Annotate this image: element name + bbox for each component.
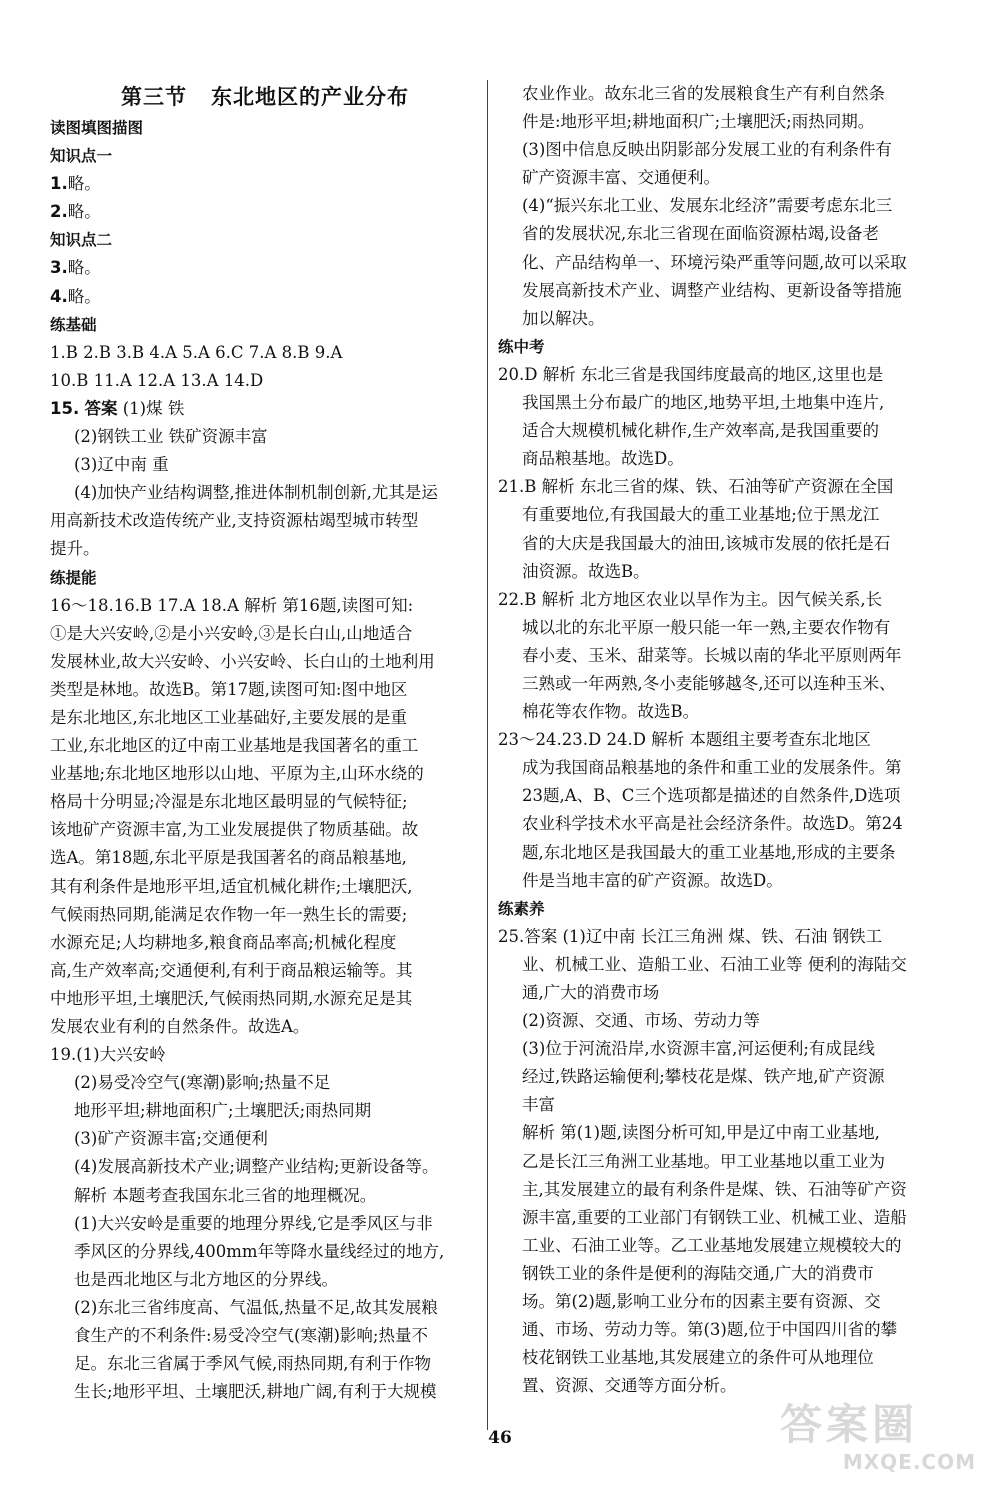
rtop-line: 发展高新技术产业、调整产业结构、更新设备等措施 xyxy=(522,280,902,300)
q20-line: 商品粮基地。故选D。 xyxy=(522,449,684,469)
q16-line: 业基地;东北地区地形以山地、平原为主,山环水绕的 xyxy=(50,764,424,784)
q19-line: (1)大兴安岭是重要的地理分界线,它是季风区与非 xyxy=(74,1213,433,1233)
q19-line: 也是西北地区与北方地区的分界线。 xyxy=(74,1269,338,1289)
q22-line: 棉花等农作物。故选B。 xyxy=(522,702,700,722)
q16-line: 该地矿产资源丰富,为工业发展提供了物质基础。故 xyxy=(50,820,419,840)
column-divider xyxy=(487,80,488,1430)
q23-line: 23题,A、B、C三个选项都是描述的自然条件,D选项 xyxy=(522,786,901,806)
heading-basic: 练基础 xyxy=(50,315,97,334)
q23-line: 23～24.23.D 24.D 解析 本题组主要考查东北地区 xyxy=(498,730,871,750)
q25-line: 场。第(2)题,影响工业分布的因素主要有资源、交 xyxy=(522,1292,881,1312)
heading-knowledge-1: 知识点一 xyxy=(50,147,113,166)
mcq-answers-row-2: 10.B 11.A 12.A 13.A 14.D xyxy=(50,370,264,390)
q16-line: 发展农业有利的自然条件。故选A。 xyxy=(50,1017,310,1036)
q16-line: 类型是林地。故选B。第17题,读图可知:图中地区 xyxy=(50,679,408,699)
left-column xyxy=(50,80,480,1406)
q23-line: 件是当地丰富的矿产资源。故选D。 xyxy=(522,870,783,890)
q23-line: 农业科学技术水平高是社会经济条件。故选D。第24 xyxy=(522,814,903,834)
answer-1: 1.略。 xyxy=(50,174,101,194)
q19-block xyxy=(50,1041,480,1406)
q16-line: 其有利条件是地形平坦,适宜机械化耕作;土壤肥沃, xyxy=(50,876,413,896)
q25-line: 乙是长江三角洲工业基地。甲工业基地以重工业为 xyxy=(522,1151,885,1171)
q15-line: (3)辽中南 重 xyxy=(74,455,169,475)
q19-line: 足。东北三省属于季风气候,雨热同期,有利于作物 xyxy=(74,1354,431,1374)
q22-line: 城以北的东北平原一般只能一年一熟,主要农作物有 xyxy=(522,617,891,637)
q25-line: 通,广大的消费市场 xyxy=(522,983,660,1002)
watermark-logo xyxy=(780,1400,990,1495)
rtop-line: 省的发展状况,东北三省现在面临资源枯竭,设备老 xyxy=(522,224,879,244)
q20-line: 20.D 解析 东北三省是我国纬度最高的地区,这里也是 xyxy=(498,364,884,384)
answer-4: 4.略。 xyxy=(50,286,101,306)
q25-line: 经过,铁路运输便利;攀枝花是煤、铁产地,矿产资源 xyxy=(522,1067,885,1087)
q23-24-block xyxy=(498,726,936,895)
q16-line: 中地形平坦,土壤肥沃,气候雨热同期,水源充足是其 xyxy=(50,988,413,1008)
q16-line: 气候雨热同期,能满足农作物一年一熟生长的需要; xyxy=(50,904,408,924)
section-number: 第三节 xyxy=(121,85,187,109)
heading-read-map: 读图填图描图 xyxy=(50,119,144,137)
q25-line: 通、市场、劳动力等。第(3)题,位于中国四川省的攀 xyxy=(522,1320,898,1340)
right-column xyxy=(498,80,936,1400)
q16-line: 选A。第18题,东北平原是我国著名的商品粮基地, xyxy=(50,848,407,868)
q19-line: (2)易受冷空气(寒潮)影响;热量不足 xyxy=(74,1073,331,1093)
heading-knowledge-2: 知识点二 xyxy=(50,231,113,250)
q23-line: 成为我国商品粮基地的条件和重工业的发展条件。第 xyxy=(522,758,902,778)
q20-line: 我国黑土分布最广的地区,地势平坦,土地集中连片, xyxy=(522,393,885,413)
q21-block xyxy=(498,473,936,585)
q20-line: 适合大规模机械化耕作,生产效率高,是我国重要的 xyxy=(522,421,879,441)
section-title xyxy=(50,80,480,114)
q22-block xyxy=(498,586,936,726)
q19-line: 生长;地形平坦、土壤肥沃,耕地广阔,有利于大规模 xyxy=(74,1382,437,1402)
q21-line: 省的大庆是我国最大的油田,该城市发展的依托是石 xyxy=(522,533,891,553)
q16-18-block xyxy=(50,592,480,1042)
q25-line: 解析 第(1)题,读图分析可知,甲是辽中南工业基地, xyxy=(522,1123,880,1143)
q15-line: (4)加快产业结构调整,推进体制机制创新,尤其是运 xyxy=(74,483,438,503)
q19-line: (4)发展高新技术产业;调整产业结构;更新设备等。 xyxy=(74,1157,439,1177)
q19-continued-block xyxy=(498,80,936,333)
page-number: 46 xyxy=(488,1428,512,1448)
rtop-line: 件是:地形平坦;耕地面积广;土壤肥沃;雨热同期。 xyxy=(522,112,875,132)
rtop-line: 农业作业。故东北三省的发展粮食生产有利自然条 xyxy=(522,84,885,103)
q25-line: (2)资源、交通、市场、劳动力等 xyxy=(522,1011,760,1031)
q22-line: 三熟或一年两熟,冬小麦能够越冬,还可以连种玉米、 xyxy=(522,673,896,693)
q19-line: 食生产的不利条件:易受冷空气(寒潮)影响;热量不 xyxy=(74,1326,428,1346)
answer-2: 2.略。 xyxy=(50,202,101,222)
q15-line: (2)钢铁工业 铁矿资源丰富 xyxy=(74,427,268,447)
q21-line: 21.B 解析 东北三省的煤、铁、石油等矿产资源在全国 xyxy=(498,477,894,497)
heading-literacy: 练素养 xyxy=(498,899,545,918)
q25-line: 工业、石油工业等。乙工业基地发展建立规模较大的 xyxy=(522,1235,902,1255)
q19-line: (2)东北三省纬度高、气温低,热量不足,故其发展粮 xyxy=(74,1297,438,1317)
q22-line: 春小麦、玉米、甜菜等。长城以南的华北平原则两年 xyxy=(522,645,902,665)
q16-line: 高,生产效率高;交通便利,有利于商品粮运输等。其 xyxy=(50,960,413,980)
q16-line: 工业,东北地区的辽中南工业基地是我国著名的重工 xyxy=(50,736,419,756)
q16-line: ①是大兴安岭,②是小兴安岭,③是长白山,山地适合 xyxy=(50,623,413,643)
q25-block xyxy=(498,923,936,1401)
q16-line: 水源充足;人均耕地多,粮食商品率高;机械化程度 xyxy=(50,932,397,952)
rtop-line: 化、产品结构单一、环境污染严重等问题,故可以采取 xyxy=(522,252,907,272)
rtop-line: 矿产资源丰富、交通便利。 xyxy=(522,168,720,188)
q25-line: 25.答案 (1)辽中南 长江三角洲 煤、铁、石油 钢铁工 xyxy=(498,926,883,946)
q25-line: 丰富 xyxy=(522,1095,555,1115)
heading-exam: 练中考 xyxy=(498,337,545,356)
q19-line: 解析 本题考查我国东北三省的地理概况。 xyxy=(74,1185,377,1205)
q21-line: 油资源。故选B。 xyxy=(522,561,650,581)
q16-line: 16～18.16.B 17.A 18.A 解析 第16题,读图可知: xyxy=(50,595,414,615)
section-name: 东北地区的产业分布 xyxy=(211,85,409,109)
q25-line: 置、资源、交通等方面分析。 xyxy=(522,1376,737,1396)
q25-line: 主,其发展建立的最有利条件是煤、铁、石油等矿产资 xyxy=(522,1179,907,1199)
q19-line: 季风区的分界线,400mm年等降水量线经过的地方, xyxy=(74,1241,445,1261)
q25-line: 枝花钢铁工业基地,其发展建立的条件可从地理位 xyxy=(522,1348,874,1368)
q15-answer-head: 15. 答案 (1)煤 铁 xyxy=(50,398,185,418)
q23-line: 题,东北地区是我国最大的重工业基地,形成的主要条 xyxy=(522,842,896,862)
q25-line: 钢铁工业的条件是便利的海陆交通,广大的消费市 xyxy=(522,1263,874,1283)
q16-line: 是东北地区,东北地区工业基础好,主要发展的是重 xyxy=(50,707,407,727)
q22-line: 22.B 解析 北方地区农业以旱作为主。因气候关系,长 xyxy=(498,589,883,609)
answer-3: 3.略。 xyxy=(50,258,101,278)
rtop-line: (3)图中信息反映出阴影部分发展工业的有利条件有 xyxy=(522,140,892,160)
q21-line: 有重要地位,有我国最大的重工业基地;位于黑龙江 xyxy=(522,505,880,525)
rtop-line: 加以解决。 xyxy=(522,308,605,328)
q15-line: 提升。 xyxy=(50,539,100,559)
watermark-logo-text: 答案圈 xyxy=(780,1400,919,1449)
q19-line: (3)矿产资源丰富;交通便利 xyxy=(74,1129,268,1149)
q25-line: 业、机械工业、造船工业、石油工业等 便利的海陆交 xyxy=(522,954,907,974)
rtop-line: (4)“振兴东北工业、发展东北经济”需要考虑东北三 xyxy=(522,196,893,216)
q25-line: (3)位于河流沿岸,水资源丰富,河运便利;有成昆线 xyxy=(522,1039,875,1059)
q25-line: 源丰富,重要的工业部门有钢铁工业、机械工业、造船 xyxy=(522,1207,907,1227)
q19-line: 地形平坦;耕地面积广;土壤肥沃;雨热同期 xyxy=(74,1101,372,1121)
watermark-url: MXQE.COM xyxy=(842,1450,976,1474)
mcq-answers-row-1: 1.B 2.B 3.B 4.A 5.A 6.C 7.A 8.B 9.A xyxy=(50,342,343,362)
q15-line: 用高新技术改造传统产业,支持资源枯竭型城市转型 xyxy=(50,511,419,531)
q20-block xyxy=(498,361,936,473)
q19-line: 19.(1)大兴安岭 xyxy=(50,1045,166,1065)
heading-skill: 练提能 xyxy=(50,568,97,587)
q16-line: 格局十分明显;冷湿是东北地区最明显的气候特征; xyxy=(50,792,408,812)
q16-line: 发展林业,故大兴安岭、小兴安岭、长白山的土地利用 xyxy=(50,651,435,671)
